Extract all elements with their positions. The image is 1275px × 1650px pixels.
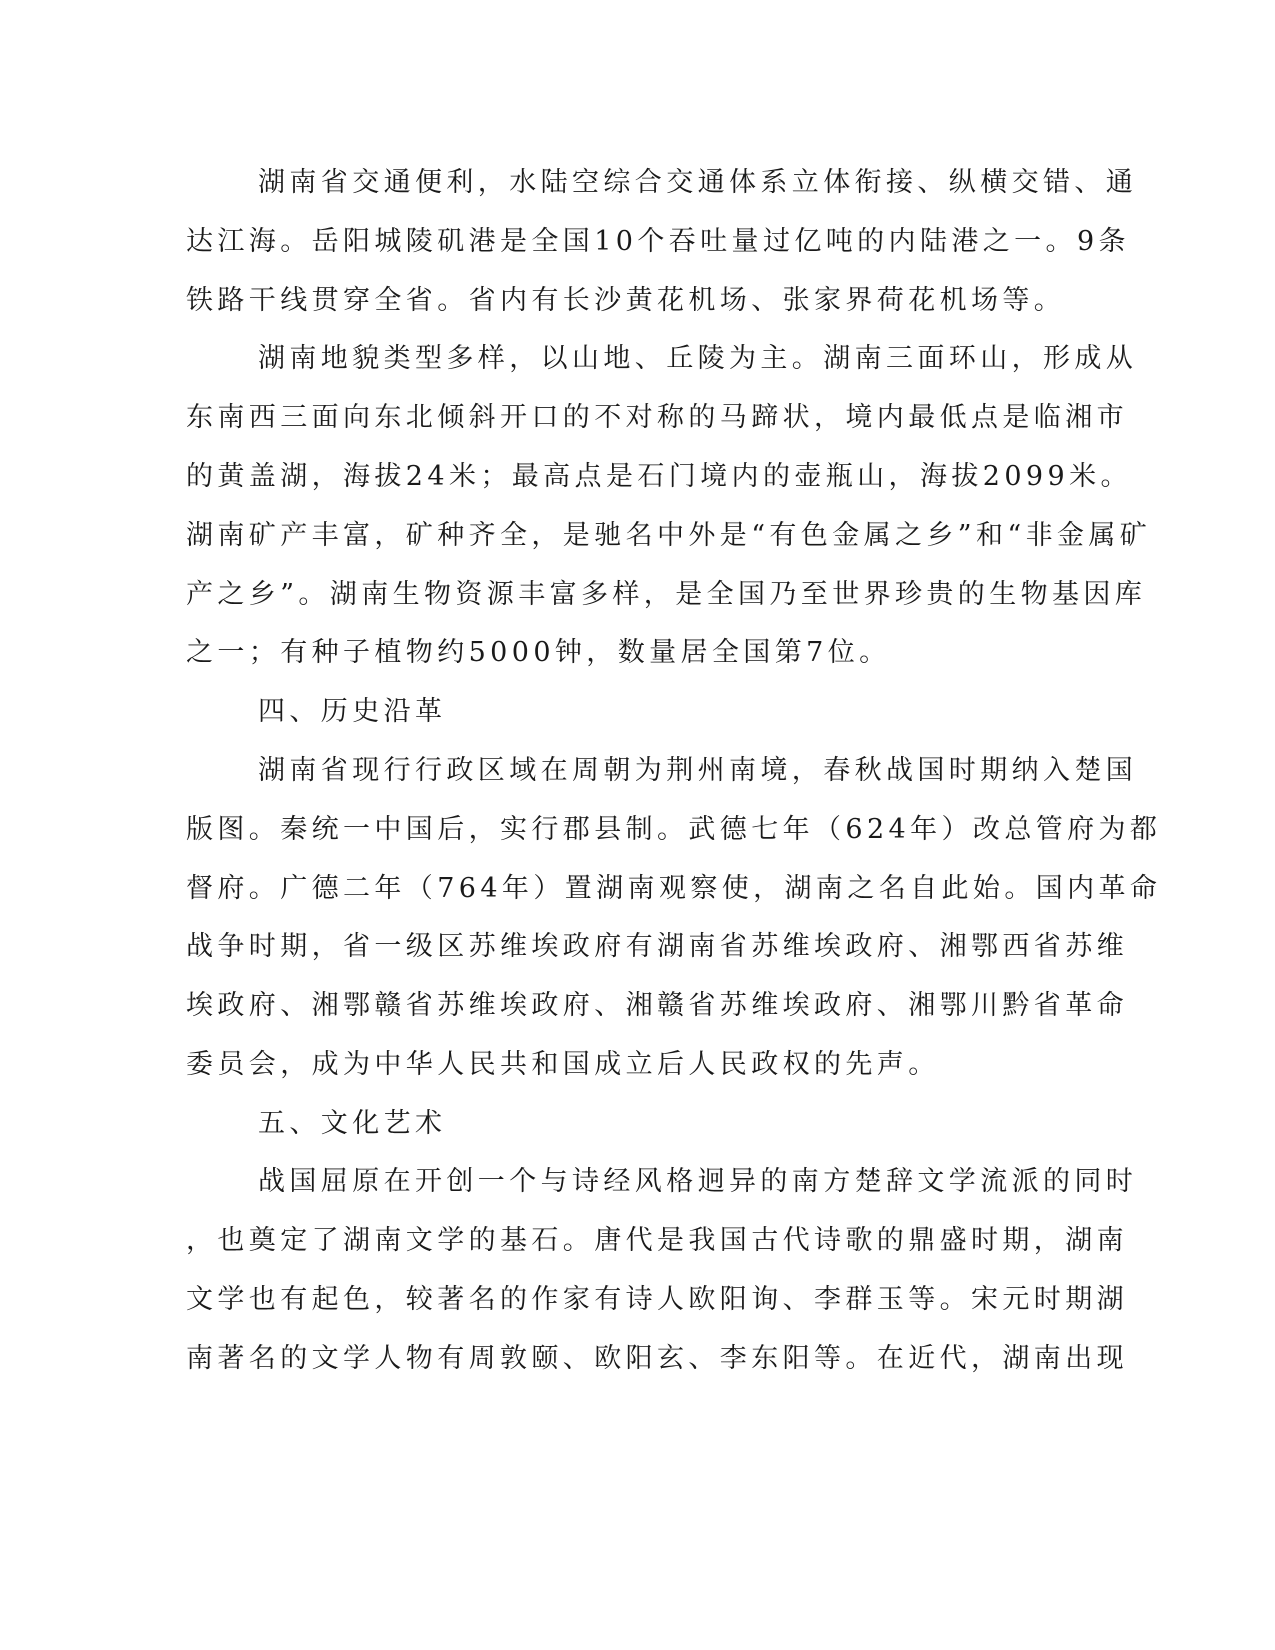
paragraph-history-line-4: 战争时期，省一级区苏维埃政府有湖南省苏维埃政府、湘鄂西省苏维 <box>186 931 1128 962</box>
paragraph-culture-line-3: 文学也有起色，较著名的作家有诗人欧阳询、李群玉等。宋元时期湖 <box>186 1284 1128 1315</box>
paragraph-geography-line-2: 东南西三面向东北倾斜开口的不对称的马蹄状，境内最低点是临湘市 <box>186 402 1128 433</box>
paragraph-transport-line-3: 铁路干线贯穿全省。省内有长沙黄花机场、张家界荷花机场等。 <box>186 285 1066 316</box>
paragraph-transport-line-2: 达江海。岳阳城陵矶港是全国10个吞吐量过亿吨的内陆港之一。9条 <box>186 226 1130 257</box>
paragraph-history-line-3: 督府。广德二年（764年）置湖南观察使，湖南之名自此始。国内革命 <box>186 873 1162 904</box>
paragraph-geography-line-3: 的黄盖湖，海拔24米；最高点是石门境内的壶瓶山，海拔2099米。 <box>186 461 1132 492</box>
paragraph-history-line-6: 委员会，成为中华人民共和国成立后人民政权的先声。 <box>186 1049 940 1080</box>
paragraph-history-line-1: 湖南省现行行政区域在周朝为荆州南境，春秋战国时期纳入楚国 <box>258 755 1138 786</box>
paragraph-culture-line-2: ，也奠定了湖南文学的基石。唐代是我国古代诗歌的鼎盛时期，湖南 <box>186 1225 1128 1256</box>
paragraph-culture-line-4: 南著名的文学人物有周敦颐、欧阳玄、李东阳等。在近代，湖南出现 <box>186 1343 1128 1374</box>
section-heading-history: 四、历史沿革 <box>258 696 447 727</box>
paragraph-geography-line-6: 之一；有种子植物约5000钟，数量居全国第7位。 <box>186 637 891 668</box>
section-heading-culture: 五、文化艺术 <box>258 1108 447 1139</box>
paragraph-geography-line-5: 产之乡”。湖南生物资源丰富多样，是全国乃至世界珍贵的生物基因库 <box>186 579 1147 610</box>
paragraph-geography-line-4: 湖南矿产丰富，矿种齐全，是驰名中外是“有色金属之乡”和“非金属矿 <box>186 520 1152 551</box>
paragraph-history-line-2: 版图。秦统一中国后，实行郡县制。武德七年（624年）改总管府为都 <box>186 814 1162 845</box>
paragraph-culture-line-1: 战国屈原在开创一个与诗经风格迥异的南方楚辞文学流派的同时 <box>258 1166 1138 1197</box>
paragraph-geography-line-1: 湖南地貌类型多样，以山地、丘陵为主。湖南三面环山，形成从 <box>258 343 1138 374</box>
paragraph-transport-line-1: 湖南省交通便利，水陆空综合交通体系立体衔接、纵横交错、通 <box>258 167 1138 198</box>
paragraph-history-line-5: 埃政府、湘鄂赣省苏维埃政府、湘赣省苏维埃政府、湘鄂川黔省革命 <box>186 990 1128 1021</box>
